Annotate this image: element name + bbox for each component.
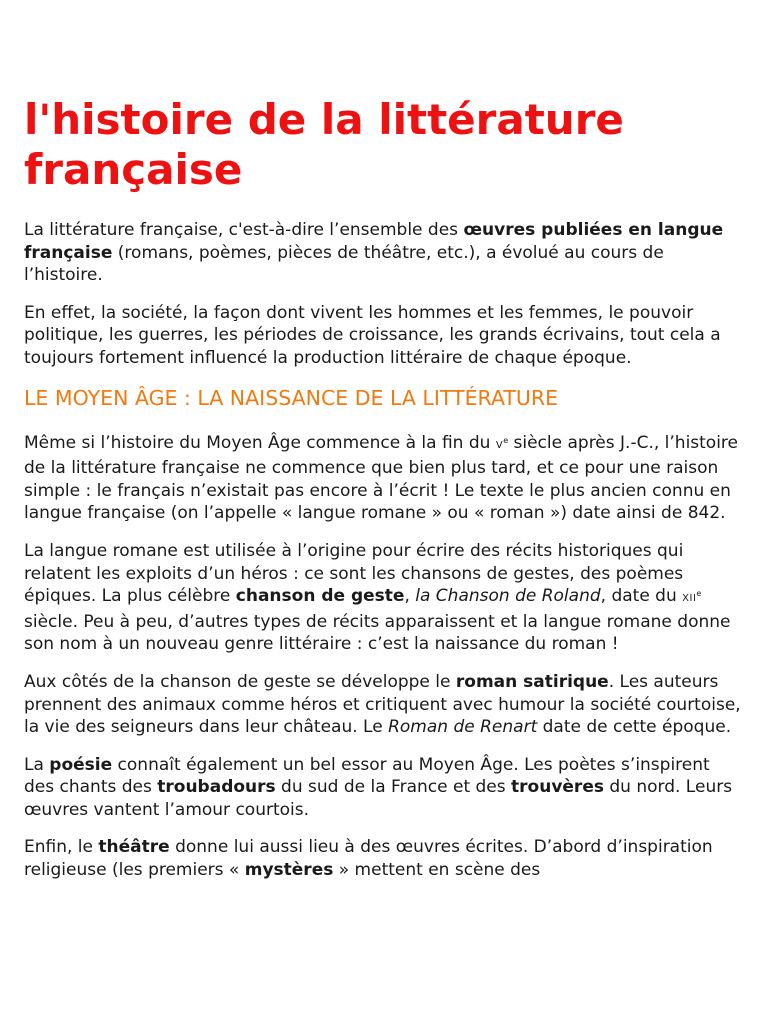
text-run: Enfin, le — [24, 837, 99, 858]
body-paragraph — [24, 432, 744, 525]
text-run: La littérature française, c'est-à-dire l’ensemble des — [24, 220, 464, 240]
section-heading: LE MOYEN ÂGE : LA NAISSANCE DE LA LITTÉRATURE — [24, 385, 559, 410]
bold-text: mystères — [244, 860, 334, 881]
intro-section — [24, 219, 744, 370]
body-paragraph — [24, 540, 744, 656]
text-run: siècle après J.-C., l’histoire de la littérature française ne commence que bien plus tard, et ce pour une raison simple : le français n’existait pas encore à l’écrit ! Le texte le plus ancien connu en langue française (on l’appelle « langue romane » ou « roman ») date ainsi de 842. — [24, 432, 739, 524]
text-run: Même si l’histoire du Moyen Âge commence à la fin du — [24, 432, 496, 453]
roman-numeral: V — [495, 439, 504, 451]
text-run: , — [404, 586, 416, 607]
text-run: La langue romane est utilisée à l’origine pour écrire des récits historiques qui relatent les exploits d’un héros : ce sont les chansons de gestes, des poèmes épiques. La plus célèbre — [24, 540, 684, 607]
text-run: siècle. Peu à peu, d’autres types de récits apparaissent et la langue romane donne son nom à un nouveau genre littéraire : c’est la naissance du roman ! — [24, 611, 731, 655]
superscript: e — [696, 589, 702, 599]
document-page — [24, 95, 744, 897]
page-title: l'histoire de la littérature française — [24, 95, 624, 194]
text-run: donne lui aussi lieu à des œuvres écrites. D’abord d’inspiration religieuse (les premiers « — [24, 837, 713, 881]
section-body — [24, 432, 744, 882]
superscript: e — [503, 435, 509, 445]
bold-text: chanson de geste — [235, 586, 405, 607]
body-paragraph — [24, 836, 744, 881]
text-run: . Les auteurs prennent des animaux comme héros et critiquent avec humour la société courtoise, la vie des seigneurs dans leur château. Le — [24, 671, 741, 738]
bold-text: œuvres publiées en langue française — [24, 220, 724, 263]
text-run: du sud de la France et des — [275, 777, 512, 798]
roman-numeral: XII — [682, 593, 697, 605]
body-paragraph — [24, 754, 744, 822]
text-run: , date du — [600, 586, 683, 607]
intro-paragraph — [24, 302, 744, 370]
text-run: » mettent en scène des — [333, 860, 541, 881]
bold-text: théâtre — [98, 837, 170, 858]
text-run: (romans, poèmes, pièces de théâtre, etc.), a évolué au cours de l’histoire. — [24, 242, 664, 286]
bold-text: roman satirique — [455, 671, 609, 692]
text-run: Aux côtés de la chanson de geste se développe le — [24, 671, 456, 692]
bold-text: trouvères — [511, 777, 604, 798]
italic-text: la Chanson de Roland — [415, 586, 601, 607]
bold-text: poésie — [49, 754, 113, 775]
intro-paragraph — [24, 219, 744, 287]
text-run: connaît également un bel essor au Moyen Âge. Les poètes s’inspirent des chants des — [24, 754, 710, 798]
text-run: date de cette époque. — [537, 717, 732, 738]
body-paragraph — [24, 671, 744, 739]
italic-text: Roman de Renart — [388, 717, 538, 738]
text-run: En effet, la société, la façon dont vivent les hommes et les femmes, le pouvoir politique, les guerres, les périodes de croissance, les grands écrivains, tout cela a toujours fortement influencé la production littéraire de chaque époque. — [24, 302, 721, 368]
text-run: La — [24, 754, 50, 775]
text-run: du nord. Leurs œuvres vantent l’amour courtois. — [24, 777, 733, 820]
bold-text: troubadours — [157, 777, 276, 798]
